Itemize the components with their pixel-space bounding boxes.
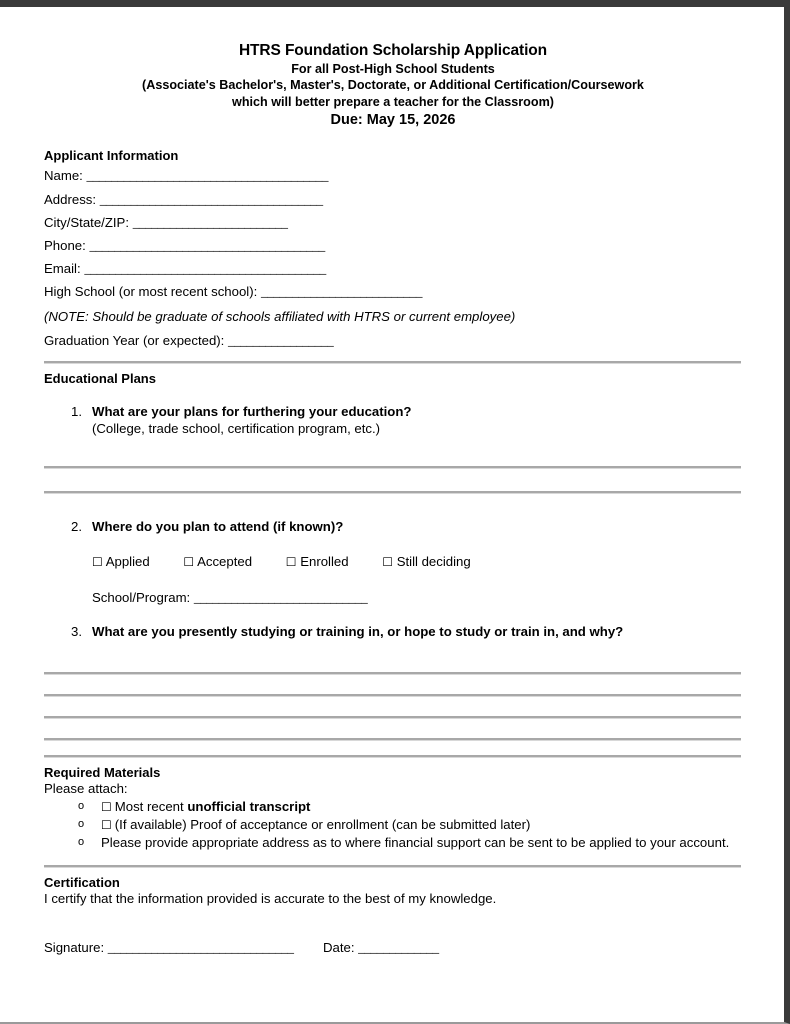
- field-phone-label: Phone:: [44, 238, 86, 254]
- spacer-answer-q1: [44, 469, 742, 491]
- option-still-deciding[interactable]: [382, 554, 470, 569]
- attachment-item-transcript-emphasis: unofficial transcript: [187, 799, 311, 815]
- certification-heading: Certification: [44, 875, 120, 891]
- page-title: HTRS Foundation Scholarship Application: [238, 42, 548, 59]
- field-city-state-zip-label: City/State/ZIP:: [44, 214, 130, 230]
- date-label: Date:: [322, 940, 355, 956]
- title-subtitle: For all Post-High School Students: [291, 61, 495, 76]
- field-high-school-blank[interactable]: __________________________: [260, 284, 423, 300]
- option-applied-label: Applied: [105, 554, 150, 570]
- questions-list-2: [44, 519, 742, 640]
- attachment-item-address: [44, 835, 742, 852]
- divider-required-materials: [44, 755, 741, 758]
- attachment-item-proof[interactable]: [44, 817, 742, 834]
- question-2: [44, 519, 742, 606]
- certification-statement: I certify that the information provided is accurate to the best of my knowledge.: [44, 891, 497, 907]
- field-school-program-blank[interactable]: ____________________________: [193, 590, 368, 606]
- field-address[interactable]: [44, 193, 742, 206]
- field-name-blank[interactable]: _______________________________________: [86, 168, 329, 184]
- spacer-a1: [44, 675, 742, 694]
- applicant-information-heading: Applicant Information: [44, 148, 179, 164]
- divider-certification: [44, 865, 741, 868]
- field-high-school[interactable]: [44, 285, 742, 298]
- spacer-q3-answers: [44, 644, 742, 672]
- signature-blank[interactable]: ______________________________: [107, 940, 294, 956]
- question-3: [44, 624, 742, 640]
- question-1-number: 1.: [71, 403, 82, 419]
- field-school-program-label: School/Program:: [92, 590, 191, 606]
- option-accepted-label: Accepted: [197, 554, 253, 570]
- question-3-text: What are you presently studying or training in, or hope to study or train in, and why?: [92, 624, 624, 640]
- field-city-state-zip-blank[interactable]: _________________________: [132, 214, 288, 230]
- document-title-block: [44, 41, 742, 130]
- spacer-a2: [44, 697, 742, 716]
- question-1-subtext: (College, trade school, certification program, etc.): [92, 420, 381, 436]
- question-3-number: 3.: [71, 624, 82, 640]
- questions-list: [44, 404, 742, 437]
- educational-plans-heading: Educational Plans: [44, 370, 156, 386]
- field-email-label: Email:: [44, 261, 81, 277]
- field-city-state-zip[interactable]: [44, 216, 742, 229]
- checkbox-icon[interactable]: ☐: [92, 555, 103, 570]
- option-still-deciding-label: Still deciding: [396, 554, 471, 570]
- spacer-q1-answers: [44, 441, 742, 466]
- due-date-text: Due: May 15, 2026: [330, 111, 456, 128]
- signature-label: Signature:: [44, 940, 105, 956]
- question-1: [44, 404, 742, 437]
- option-applied[interactable]: [92, 554, 150, 569]
- title-eligibility-line2: which will better prepare a teacher for the Classroom): [232, 94, 554, 109]
- field-phone[interactable]: [44, 239, 742, 252]
- title-eligibility-line1: (Associate's Bachelor's, Master's, Doctorate, or Additional Certification/Coursework: [142, 78, 644, 93]
- field-high-school-label: High School (or most recent school):: [44, 284, 258, 300]
- field-email[interactable]: [44, 262, 742, 275]
- field-name[interactable]: [44, 169, 742, 182]
- field-school-program[interactable]: [92, 590, 742, 606]
- question-2-number: 2.: [71, 519, 82, 535]
- checkbox-icon[interactable]: ☐: [382, 555, 394, 570]
- page-content: [0, 7, 784, 1022]
- spacer-before-signature: [44, 906, 742, 940]
- please-attach-text: Please attach:: [44, 781, 128, 797]
- circle-bullet-icon: o: [78, 800, 85, 813]
- question-1-text: What are your plans for furthering your education?: [92, 403, 412, 419]
- field-address-blank[interactable]: ____________________________________: [99, 191, 323, 207]
- field-name-label: Name:: [44, 168, 83, 184]
- required-materials-heading: Required Materials: [44, 765, 161, 781]
- field-address-label: Address:: [44, 191, 97, 207]
- circle-bullet-icon: o: [78, 818, 85, 831]
- option-enrolled[interactable]: [286, 554, 349, 569]
- attachment-list: [44, 799, 742, 852]
- option-accepted[interactable]: [183, 554, 252, 569]
- attendance-status-options: [92, 554, 742, 569]
- attachment-item-transcript-text: Most recent: [114, 799, 188, 815]
- question-2-text: Where do you plan to attend (if known)?: [92, 519, 344, 535]
- checkbox-icon[interactable]: ☐: [101, 818, 112, 833]
- attachment-item-address-text: Please provide appropriate address as to where financial support can be sent to be applied to your account.: [101, 835, 730, 851]
- attachment-item-transcript[interactable]: [44, 799, 742, 816]
- circle-bullet-icon: o: [78, 836, 85, 849]
- field-graduation-year-label: Graduation Year (or expected):: [44, 332, 225, 348]
- signature-row[interactable]: [44, 940, 742, 956]
- field-email-blank[interactable]: _______________________________________: [84, 261, 326, 277]
- divider-educational-plans: [44, 361, 741, 364]
- checkbox-icon[interactable]: ☐: [183, 555, 195, 570]
- spacer-a3: [44, 719, 742, 738]
- spacer-before-required: [44, 741, 742, 755]
- checkbox-icon[interactable]: ☐: [101, 800, 112, 815]
- option-enrolled-label: Enrolled: [300, 554, 349, 570]
- field-graduation-year[interactable]: [44, 334, 742, 347]
- field-graduation-year-blank[interactable]: _________________: [228, 332, 334, 348]
- date-blank[interactable]: _____________: [358, 940, 439, 956]
- spacer-before-certification: [44, 853, 742, 865]
- high-school-note: (NOTE: Should be graduate of schools affiliated with HTRS or current employee): [44, 308, 516, 324]
- field-phone-blank[interactable]: ______________________________________: [89, 238, 325, 254]
- spacer-before-q2: [44, 494, 742, 519]
- attachment-item-proof-text: (If available) Proof of acceptance or enrollment (can be submitted later): [114, 817, 531, 833]
- checkbox-icon[interactable]: ☐: [285, 555, 297, 570]
